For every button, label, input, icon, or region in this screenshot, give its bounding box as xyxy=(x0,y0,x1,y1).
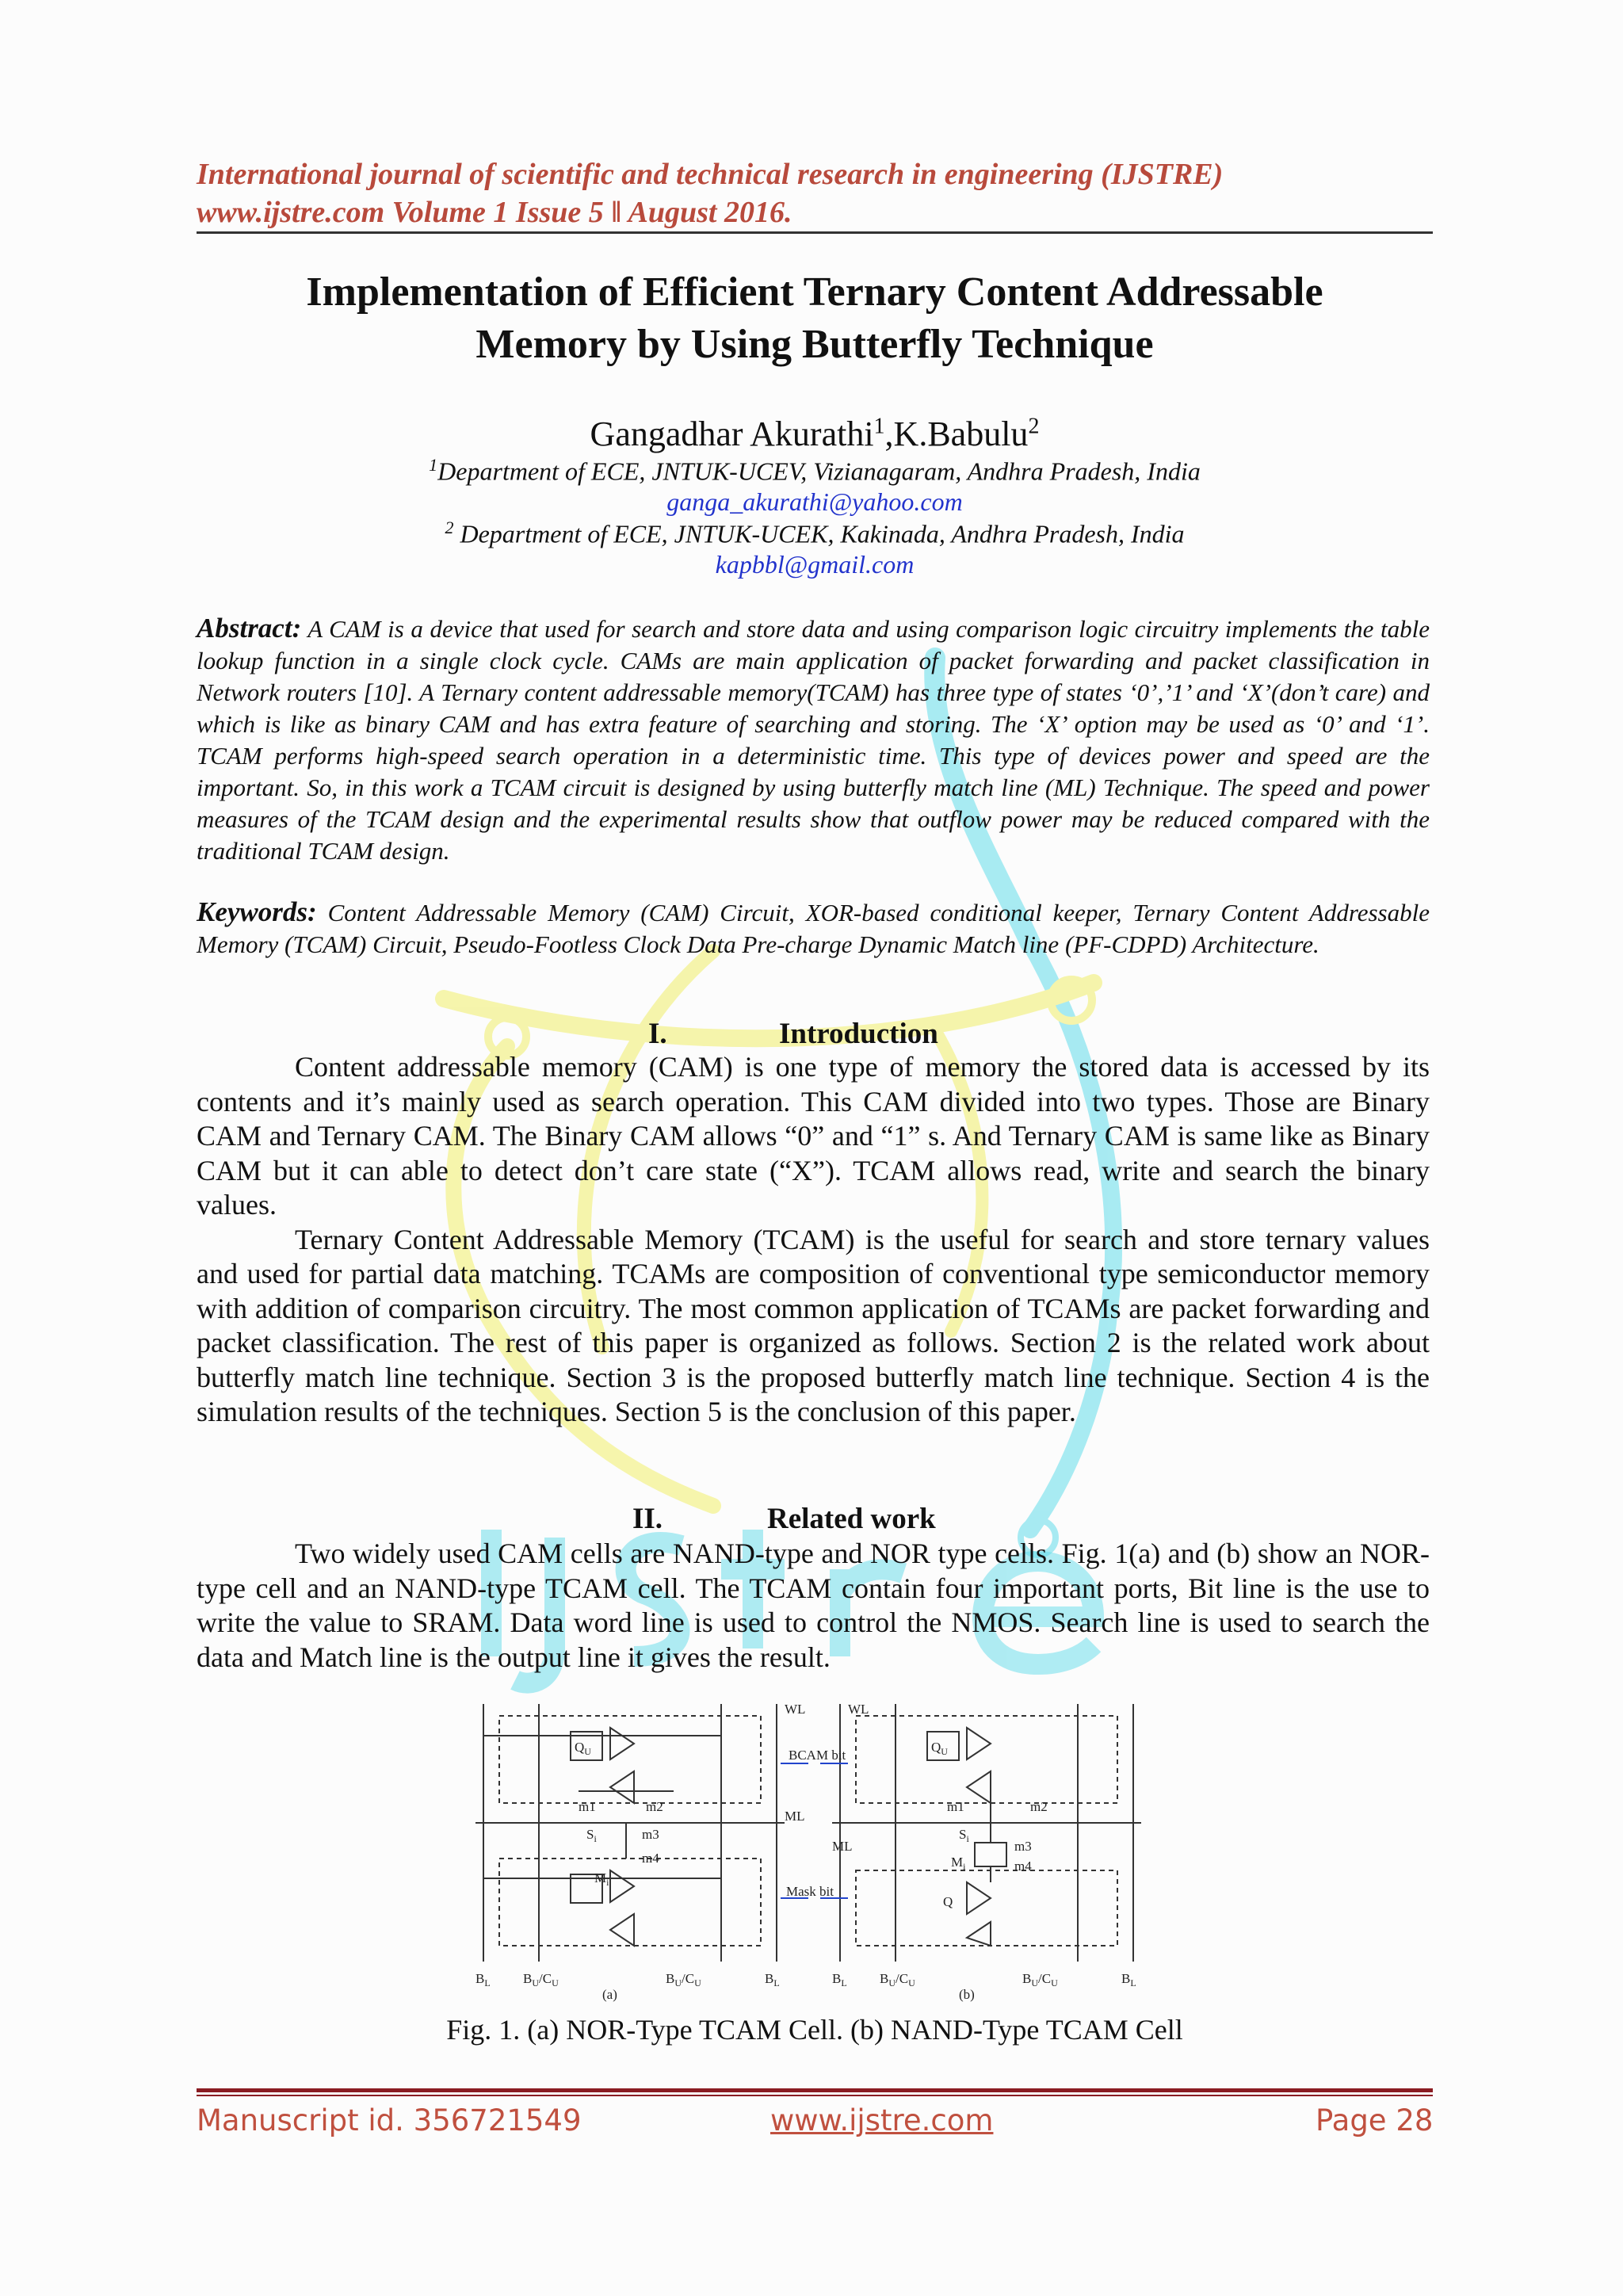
figure-labels xyxy=(475,1704,1136,2002)
m1-label-a: m1 xyxy=(579,1799,596,1814)
journal-name: International journal of scientific and technical research in engineering (IJSTRE) xyxy=(197,158,1224,191)
m4-label-a: m4 xyxy=(642,1851,659,1866)
bucu-label-a-right: $B_U/C_U$ xyxy=(666,1971,701,1988)
bl-label-b-left: $B_L$ xyxy=(832,1971,847,1988)
figure-1-tcam-cells xyxy=(475,1704,1154,2005)
header-divider xyxy=(197,231,1433,234)
keywords-label: Keywords: xyxy=(197,896,317,927)
paper-title xyxy=(197,266,1433,371)
bl-label-a-right: $B_L$ xyxy=(765,1971,780,1988)
mi-label-a: $M_i$ xyxy=(594,1870,609,1888)
si-label-b: $S_i$ xyxy=(959,1827,969,1844)
section-2-paragraph-1: Two widely used CAM cells are NAND-type and NOR type cells. Fig. 1(a) and (b) show an NOR-type cell and an NAND-type TCAM cell. The TCAM contain four important ports, Bit line is the use to write the value to SRAM. Data word line is used to control the NMOS. Search line is used to search the data and Match line is the output line it gives the result. xyxy=(197,1538,1430,1673)
mask-bit-label: Mask bit xyxy=(786,1884,834,1899)
abstract-text: A CAM is a device that used for search and store data and using comparison logic circuitry implements the table lookup function in a single clock cycle. CAMs are main application of packet forwarding and packet classification in Network routers [10]. A Ternary content addressable memory(TCAM) has three type of states ‘0’,’1’ and ‘X’(don’t care) and which is like as binary CAM and has extra feature of searching and storing. The ‘X’ option may be used as ‘0’ and ‘1’. TCAM performs high-speed search operation in a deterministic time. This type of devices power and speed are the important. So, in this work a TCAM circuit is designed by using butterfly match line (ML) Technique. The speed and power measures of the TCAM design and the experimental results show that outflow power may be reduced compared with the traditional TCAM design. xyxy=(197,615,1430,865)
abstract xyxy=(197,613,1430,867)
email-2[interactable]: kapbbl@gmail.com xyxy=(715,550,915,579)
ml-label-b: ML xyxy=(832,1839,853,1854)
page-number: Page 28 xyxy=(1316,2103,1434,2137)
m2-label-b: m2 xyxy=(1030,1799,1048,1814)
m1-label-b: m1 xyxy=(947,1799,964,1814)
section-1-body xyxy=(197,1050,1430,1430)
ml-label-a: ML xyxy=(785,1809,805,1824)
m3-label-a: m3 xyxy=(642,1827,659,1842)
wl-label-a: WL xyxy=(785,1704,806,1717)
figure-1-caption: Fig. 1. (a) NOR-Type TCAM Cell. (b) NAND-Type TCAM Cell xyxy=(446,2014,1183,2046)
affiliation-2 xyxy=(197,518,1433,549)
affiliation-1-mark: 1 xyxy=(429,455,438,475)
bucu-label-b-right: $B_U/C_U$ xyxy=(1022,1971,1058,1988)
affiliation-1-text: Department of ECE, JNTUK-UCEV, Vizianagaram, Andhra Pradesh, India xyxy=(437,457,1201,486)
abstract-label: Abstract: xyxy=(197,613,302,644)
section-1-title: Introduction xyxy=(779,1018,938,1050)
wl-label-b: WL xyxy=(848,1704,869,1717)
affiliation-2-text: Department of ECE, JNTUK-UCEK, Kakinada, Andhra Pradesh, India xyxy=(453,519,1185,548)
section-1-paragraph-2: Ternary Content Addressable Memory (TCAM) is the useful for search and store ternary values and used for partial data matching. TCAMs are composition of conventional type semiconductor memory with addition of comparison circuitry. The most common application of TCAMs are packet forwarding and packet classification. The rest of this paper is organized as follows. Section 2 is the related work about butterfly match line technique. Section 3 is the proposed butterfly match line technique. Section 4 is the simulation results of the techniques. Section 5 is the conclusion of this paper. xyxy=(197,1223,1430,1427)
si-label-a: $S_i$ xyxy=(586,1827,597,1844)
section-1-paragraph-1: Content addressable memory (CAM) is one type of memory the stored data is accessed by its contents and it’s mainly used as search operation. This CAM divided into two types. Those are Binary CAM and Ternary CAM. The Binary CAM allows “0” and “1” s. And Ternary CAM is same like as Binary CAM but it can able to detect don’t care state (“X”). TCAM allows read, write and search the binary values. xyxy=(197,1051,1430,1221)
journal-issue: www.ijstre.com Volume 1 Issue 5 ǁ August 2016. xyxy=(197,196,792,229)
m2-label-a: m2 xyxy=(646,1799,663,1814)
section-1-number: I. xyxy=(648,1018,667,1050)
q-label-b: Q xyxy=(943,1894,953,1909)
qu-label-b: $Q_U$ xyxy=(931,1740,948,1757)
author-1: Gangadhar Akurathi xyxy=(590,415,874,453)
qu-label-a: $Q_U$ xyxy=(575,1740,591,1757)
subfigure-b-label: (b) xyxy=(959,1987,975,2002)
footer-divider-thin xyxy=(197,2095,1433,2096)
bcam-bit-label: BCAM bit xyxy=(789,1748,846,1763)
title-line-2: Memory by Using Butterfly Technique xyxy=(475,322,1154,367)
m3-label-b: m3 xyxy=(1014,1839,1032,1854)
author-list xyxy=(197,414,1433,454)
section-2-number: II. xyxy=(632,1503,663,1535)
keywords-text: Content Addressable Memory (CAM) Circuit, XOR-based conditional keeper, Ternary Content Addressable Memory (TCAM) Circuit, Pseudo-Footless Clock Data Pre-charge Dynamic Match line (PF-CDPD) Architecture. xyxy=(197,899,1430,958)
section-2-title: Related work xyxy=(767,1503,936,1535)
email-1[interactable]: ganga_akurathi@yahoo.com xyxy=(666,487,963,516)
journal-header xyxy=(197,155,1433,231)
footer-divider-thick xyxy=(197,2088,1433,2092)
section-2-body xyxy=(197,1537,1430,1675)
m4-label-b: m4 xyxy=(1014,1859,1032,1874)
bl-label-b-right: $B_L$ xyxy=(1121,1971,1136,1988)
subfigure-a-label: (a) xyxy=(602,1987,617,2002)
affiliation-2-mark: 2 xyxy=(445,518,454,537)
bucu-label-b-left: $B_U/C_U$ xyxy=(880,1971,915,1988)
affiliation-1 xyxy=(197,455,1433,487)
title-line-1: Implementation of Efficient Ternary Content Addressable xyxy=(306,269,1323,315)
manuscript-id: Manuscript id. 356721549 xyxy=(197,2103,582,2137)
bucu-label-a-left: $B_U/C_U$ xyxy=(523,1971,559,1988)
mi-label-b: $M_i$ xyxy=(951,1855,966,1872)
author-2: ,K.Babulu xyxy=(884,415,1029,453)
keywords xyxy=(197,896,1430,961)
bl-label-a-left: $B_L$ xyxy=(475,1971,491,1988)
author-2-affiliation-mark: 2 xyxy=(1028,414,1040,439)
journal-url-link[interactable]: www.ijstre.com xyxy=(770,2103,994,2137)
author-1-affiliation-mark: 1 xyxy=(873,414,885,439)
